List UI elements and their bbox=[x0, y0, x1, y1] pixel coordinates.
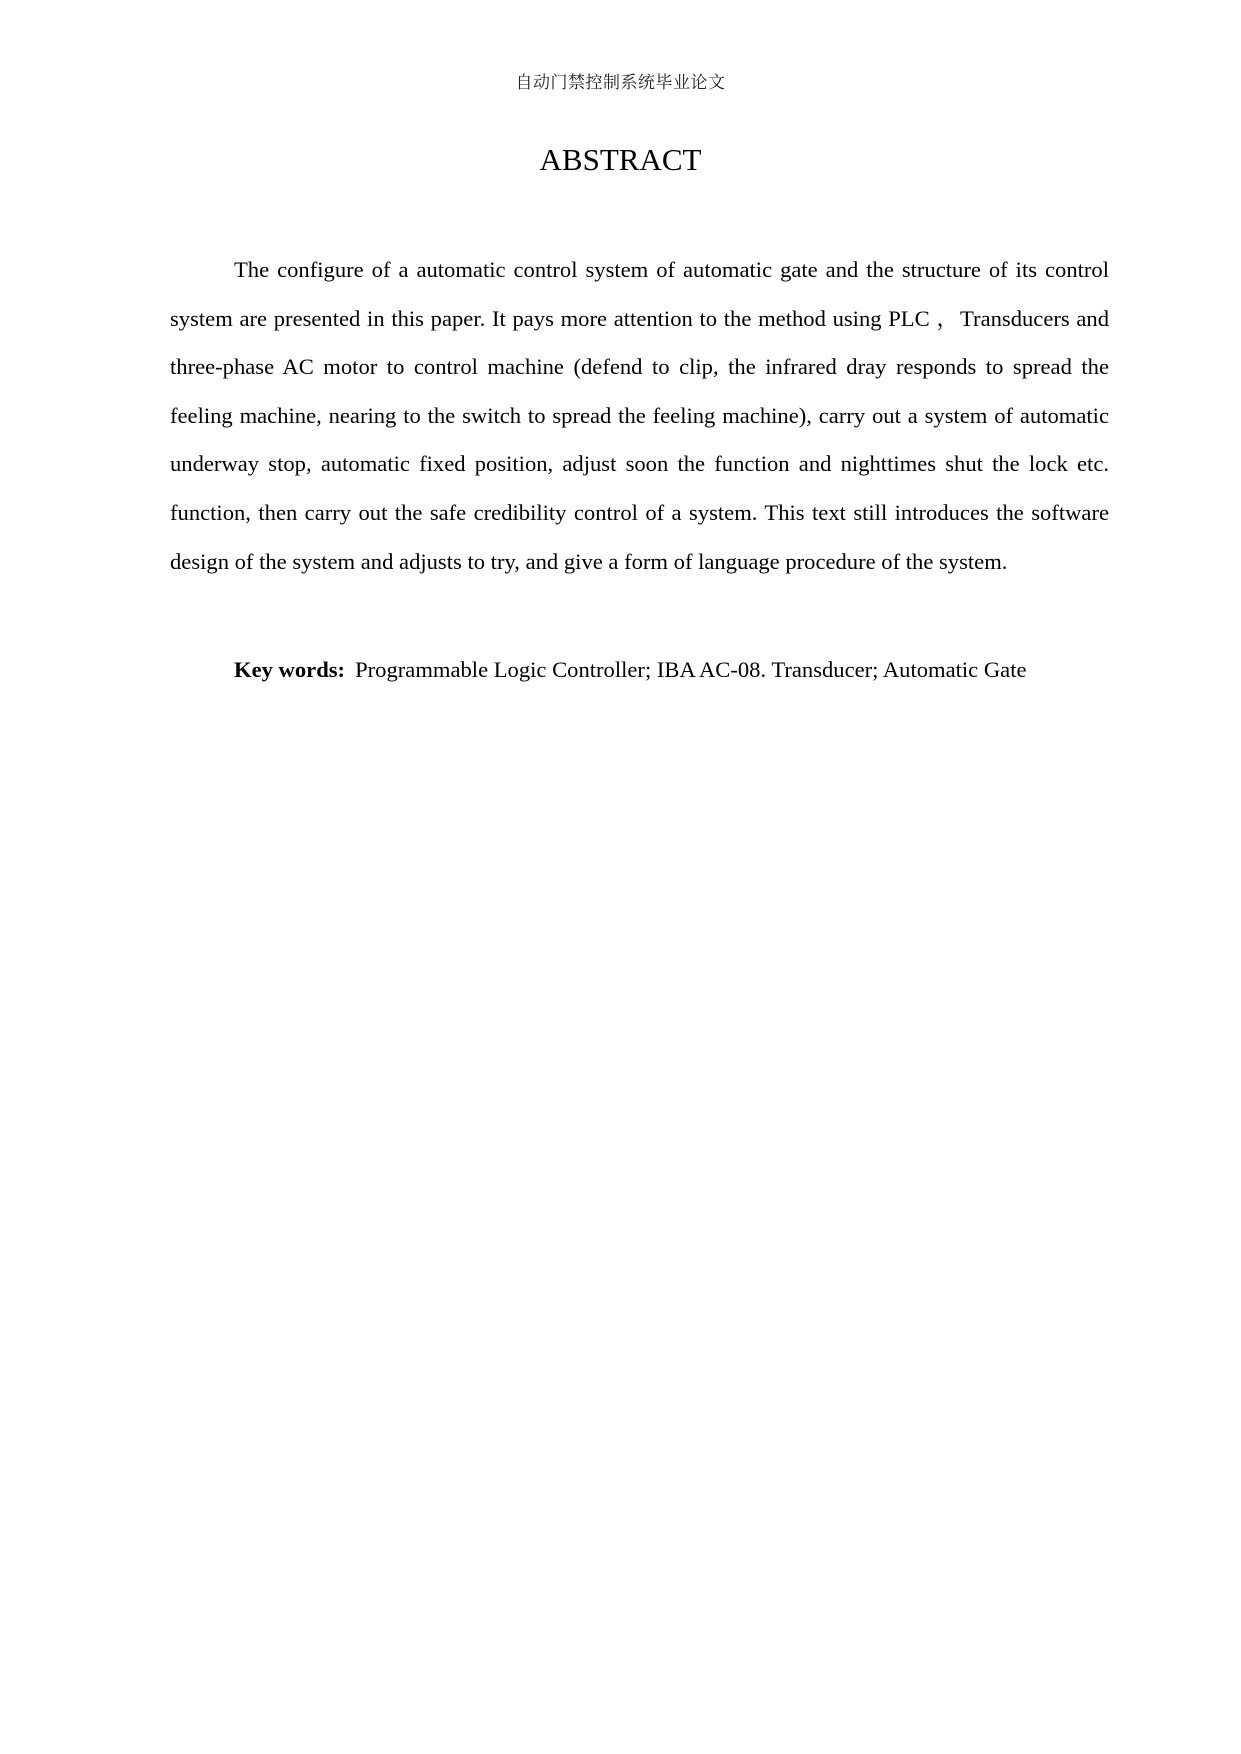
keywords-label: Key words: bbox=[234, 657, 346, 682]
keywords-line bbox=[170, 646, 1130, 695]
running-header: 自动门禁控制系统毕业论文 bbox=[515, 73, 726, 93]
abstract-title: ABSTRACT bbox=[539, 142, 702, 177]
keywords-text: Programmable Logic Controller; IBA AC-08. Transducer; Automatic Gate bbox=[355, 657, 1027, 682]
abstract-paragraph: The configure of a automatic control system of automatic gate and the structure of its control system are presented in this paper. It pays more attention to the method using PLC ，Transducers and three-phase AC motor to control machine (defend to clip, the infrared dray responds to spread the feeling machine, nearing to the switch to spread the feeling machine), carry out a system of automatic underway stop, automatic fixed position, adjust soon the function and nighttimes shut the lock etc. function, then carry out the safe credibility control of a system. This text still introduces the software design of the system and adjusts to try, and give a form of language procedure of the system. bbox=[170, 257, 1109, 574]
